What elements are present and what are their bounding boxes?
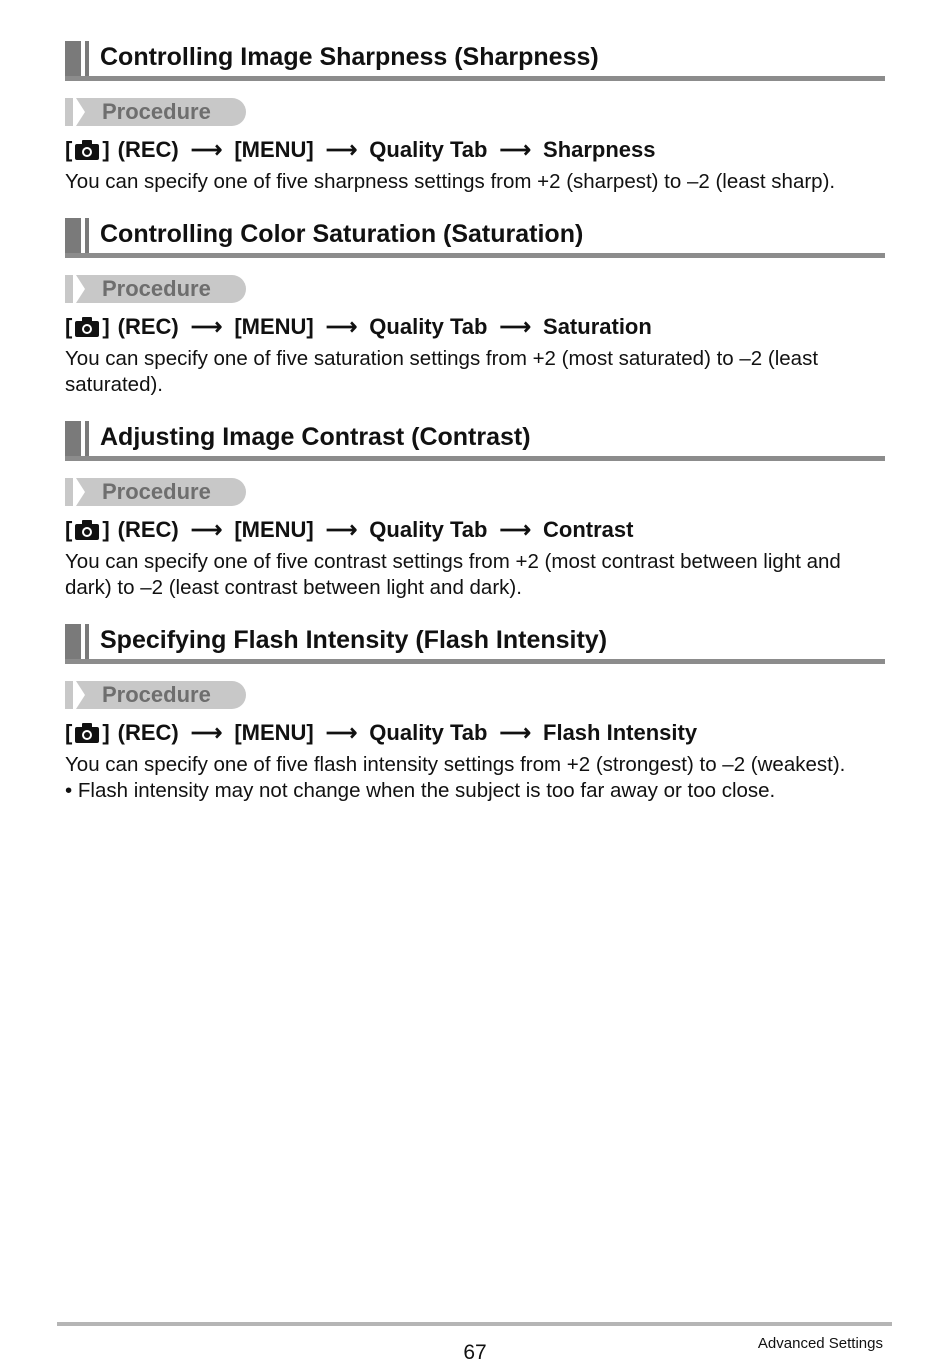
path-menu: [MENU] [234,137,314,162]
footer-section-label: Advanced Settings [757,1335,883,1352]
path-rec: (REC) [117,720,179,745]
section-heading [65,218,885,258]
section-heading [65,421,885,461]
arrow-icon: ⟶ [190,517,223,542]
procedure-label: Procedure [102,276,211,301]
page-number: 67 [463,1341,487,1364]
heading-bar [65,624,81,664]
arrow-icon: ⟶ [499,517,532,542]
section-flash-intensity [65,624,885,804]
procedure-label: Procedure [102,682,211,707]
arrow-icon: ⟶ [499,314,532,339]
heading-rule [65,253,885,258]
heading-bar [65,41,81,81]
heading-bar-thin [85,41,89,81]
menu-path [65,312,885,342]
path-rec: (REC) [117,517,179,542]
arrow-icon: ⟶ [325,517,358,542]
section-description: You can specify one of five flash intensity settings from +2 (strongest) to –2 (weakest). [65,753,846,776]
menu-path [65,515,885,545]
procedure-label: Procedure [102,479,211,504]
path-tab: Quality Tab [369,720,488,745]
camera-mode-button: [ ] [65,517,110,542]
camera-mode-button: [ ] [65,137,110,162]
menu-path [65,135,885,165]
arrow-icon: ⟶ [325,137,358,162]
section-description: You can specify one of five saturation settings from +2 (most saturated) to –2 (least saturated). [65,347,819,396]
path-setting: Contrast [543,517,634,542]
section-title: Controlling Image Sharpness (Sharpness) [100,43,599,71]
path-menu: [MENU] [234,720,314,745]
section-saturation [65,218,885,398]
section-title: Controlling Color Saturation (Saturation) [100,220,584,248]
path-menu: [MENU] [234,517,314,542]
menu-path [65,718,885,748]
heading-bar-thin [85,624,89,664]
arrow-icon: ⟶ [325,720,358,745]
heading-rule [65,76,885,81]
section-heading [65,624,885,664]
path-rec: (REC) [117,137,179,162]
section-heading [65,41,885,81]
section-sharpness [65,41,885,195]
path-setting: Sharpness [543,137,656,162]
path-menu: [MENU] [234,314,314,339]
path-tab: Quality Tab [369,137,488,162]
heading-rule [65,659,885,664]
footer-rule [57,1322,892,1326]
section-description: You can specify one of five contrast settings from +2 (most contrast between light and dark) to –2 (least contrast between light and dark). [65,550,841,599]
heading-bar-thin [85,218,89,258]
path-rec: (REC) [117,314,179,339]
path-tab: Quality Tab [369,517,488,542]
arrow-icon: ⟶ [499,720,532,745]
section-title: Adjusting Image Contrast (Contrast) [100,423,531,451]
heading-rule [65,456,885,461]
camera-icon [73,722,101,744]
section-title: Specifying Flash Intensity (Flash Intensity) [100,626,608,654]
path-tab: Quality Tab [369,314,488,339]
camera-mode-button: [ ] [65,720,110,745]
section-contrast [65,421,885,601]
arrow-icon: ⟶ [325,314,358,339]
procedure-badge [65,681,247,709]
arrow-icon: ⟶ [499,137,532,162]
heading-bar [65,421,81,461]
camera-mode-button: [ ] [65,314,110,339]
procedure-label: Procedure [102,99,211,124]
path-setting: Saturation [543,314,652,339]
arrow-icon: ⟶ [190,314,223,339]
arrow-icon: ⟶ [190,137,223,162]
bullet-note: • Flash intensity may not change when the subject is too far away or too close. [65,779,776,802]
procedure-badge [65,275,247,303]
arrow-icon: ⟶ [190,720,223,745]
camera-icon [73,139,101,161]
heading-bar [65,218,81,258]
camera-icon [73,519,101,541]
heading-bar-thin [85,421,89,461]
procedure-badge [65,98,247,126]
path-setting: Flash Intensity [543,720,698,745]
camera-icon [73,316,101,338]
section-description: You can specify one of five sharpness settings from +2 (sharpest) to –2 (least sharp). [65,170,836,193]
procedure-badge [65,478,247,506]
